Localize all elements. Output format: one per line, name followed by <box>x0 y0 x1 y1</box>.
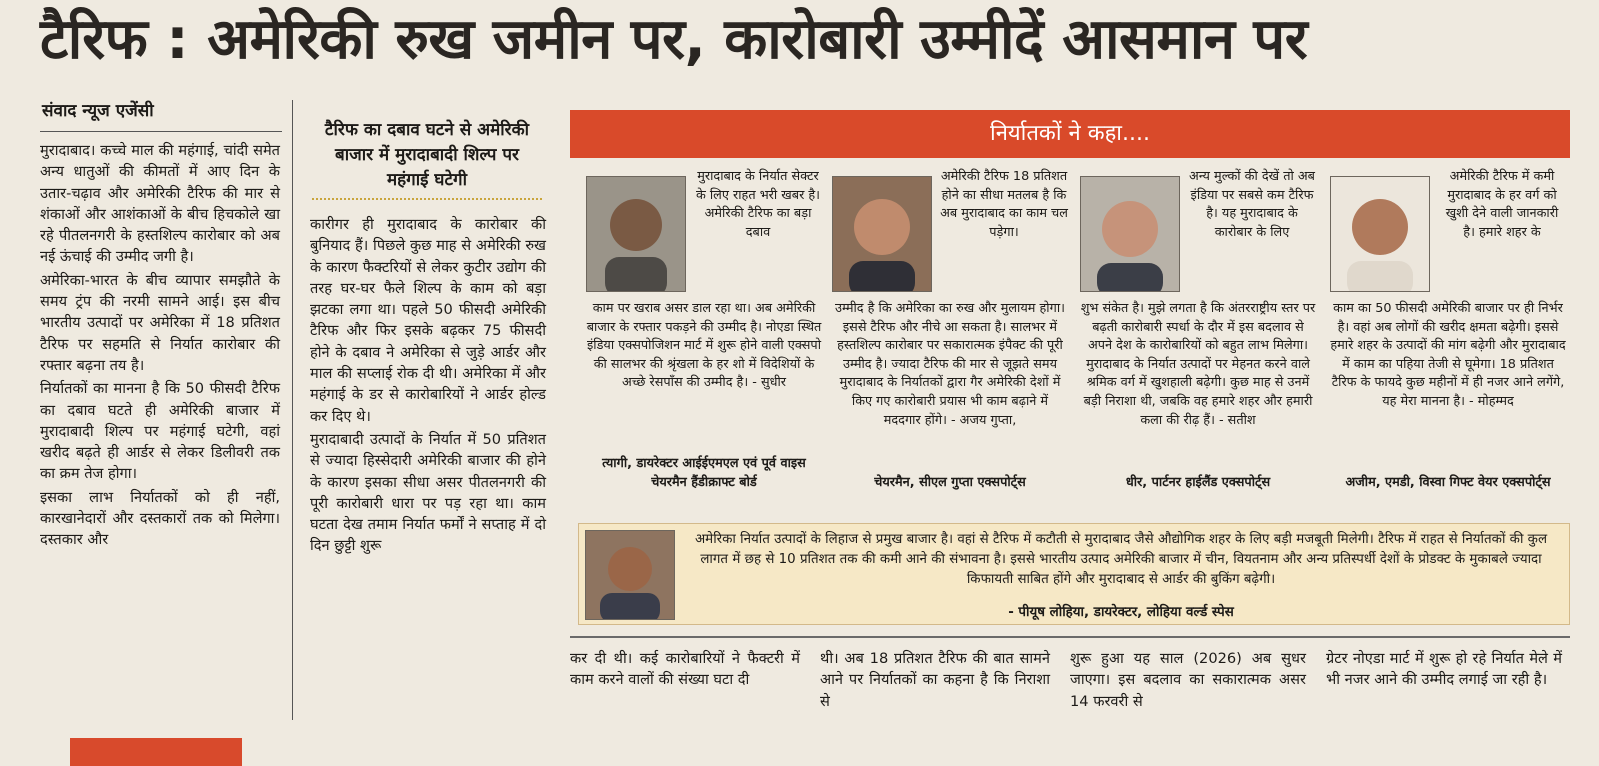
quote-3-body: शुभ संकेत है। मुझे लगता है कि अंतरराष्ट्रीय स्तर पर बढ़ती कारोबारी स्पर्धा के दौर में इस बदलाव से अपने देश के कारोबारियों को बहुत लाभ मिलेगा। मुरादाबाद के निर्यात उत्पादों पर मेहनत करने वाले श्रमिक वर्ग में खुशहाली बढ़ेगी। कुछ माह से उनमें बड़ी निराशा थी, जबकि वह हमारे शहर और हमारी कला की रीढ़ हैं। - सतीश <box>1080 301 1316 428</box>
bottom-column-4: ग्रेटर नोएडा मार्ट में शुरू हो रहे निर्यात मेले में भी नजर आने की उम्मीद लगाई जा रही है। <box>1326 650 1562 689</box>
exporter-photo-2 <box>832 176 932 292</box>
quote-4-body: काम का 50 फीसदी अमेरिकी बाजार पर ही निर्भर है। वहां अब लोगों की खरीद क्षमता बढ़ेगी। इससे हमारे शहर के उत्पादों की मांग बढ़ेगी और मुरादाबाद में काम का पहिया तेजी से घूमेगा। 18 प्रतिशत टैरिफ के फायदे कुछ महीनों में ही नजर आने लगेंगे, यह मेरा मानना है। - मोहम्मद <box>1330 301 1566 409</box>
quote-3-sign: धीर, पार्टनर हाईलैंड एक्सपोर्ट्स <box>1125 475 1271 490</box>
panel-title: निर्यातकों ने कहा.... <box>570 110 1570 158</box>
left-paragraph: निर्यातकों का मानना है कि 50 फीसदी टैरिफ का दबाव घटते ही अमेरिकी बाजार में मुरादाबादी शिल्प पर महंगाई घटेगी, वहां खरीद बढ़ते ही आर्डर से लेकर डिलीवरी तक का क्रम तेज होगा। <box>40 380 280 483</box>
middle-paragraph: कारीगर ही मुरादाबाद के कारोबार की बुनियाद हैं। पिछले कुछ माह से अमेरिकी रुख के कारण फैक्टरियों से लेकर कुटीर उद्योग की तरह घर-घर फैले शिल्प के काम को बड़ा झटका लगा था। पहले 50 फीसदी अमेरिकी टैरिफ और फिर इसके बढ़कर 75 फीसदी होने के दबाव ने अमेरिका से जुड़े आर्डर और माल की सप्लाई रोक दी थी। अमेरिका में और महंगाई के डर से कारोबारियों ने आर्डर होल्ड कर दिए थे। <box>310 216 546 425</box>
quote-1-sign: त्यागी, डायरेक्टर आईईएमएल एवं पूर्व वाइस चेयरमैन हैंडीक्राफ्ट बोर्ड <box>602 456 806 490</box>
bottom-rule <box>570 636 1570 638</box>
quote-2-sign: चेयरमैन, सीएल गुप्ता एक्सपोर्ट्स <box>874 475 1026 490</box>
subhead: टैरिफ का दबाव घटने से अमेरिकी बाजार में मुरादाबादी शिल्प पर महंगाई घटेगी <box>324 120 530 190</box>
quote-4-side: अमेरिकी टैरिफ में कमी मुरादाबाद के हर वर्ग को खुशी देने वाली जानकारी है। हमारे शहर के <box>1445 169 1559 240</box>
quote-2-side: अमेरिकी टैरिफ 18 प्रतिशत होने का सीधा मतलब है कि अब मुरादाबाद का काम चल पड़ेगा। <box>940 169 1068 240</box>
exporter-photo-1 <box>586 176 686 292</box>
highlight-quote: अमेरिका निर्यात उत्पादों के लिहाज से प्रमुख बाजार है। वहां से टैरिफ में कटौती से मुरादाबाद जैसे औद्योगिक शहर के लिए बड़ी मजबूती मिलेगी। टैरिफ में राहत से निर्यातकों की कुल लागत में छह से 10 प्रतिशत तक की कमी आने की संभावना है। इससे भारतीय उत्पाद अमेरिकी बाजार में चीन, वियतनाम और अन्य प्रतिस्पर्धी देशों के प्रोडक्ट के मुकाबले ज्यादा किफायती साबित होंगे और मुरादाबाद से आर्डर की बुकिंग बढ़ेगी। <box>694 532 1548 587</box>
bottom-column-3: शुरू हुआ यह साल (2026) अब सुधर जाएगा। इस बदलाव का सकारात्मक असर 14 फरवरी से <box>1070 650 1306 710</box>
quote-3-side: अन्य मुल्कों की देखें तो अब इंडिया पर सबसे कम टैरिफ है। यह मुरादाबाद के कारोबार के लिए <box>1189 169 1315 240</box>
left-paragraph: इसका लाभ निर्यातकों को ही नहीं, कारखानेदारों और दस्तकारों तक को मिलेगा। दस्तकार और <box>40 488 280 549</box>
bottom-column-2: थी। अब 18 प्रतिशत टैरिफ की बात सामने आने पर निर्यातकों का कहना है कि निराशा से <box>820 650 1050 710</box>
quote-2-body: उम्मीद है कि अमेरिका का रुख और मुलायम होगा। इससे टैरिफ और नीचे आ सकता है। सालभर में हस्तशिल्प कारोबार पर सकारात्मक इंपैक्ट की पूरी उम्मीद है। ज्यादा टैरिफ की मार से जूझते समय मुरादाबाद के निर्यातकों द्वारा गैर अमेरिकी देशों में किए गए कारोबारी प्रयास भी काम बढ़ाने में मददगार होंगे। - अजय गुप्ता, <box>835 301 1065 428</box>
byline: संवाद न्यूज एजेंसी <box>42 101 154 121</box>
quote-1-body: काम पर खराब असर डाल रहा था। अब अमेरिकी बाजार के रफ्तार पकड़ने की उम्मीद है। नोएडा स्थित इंडिया एक्सपोजिशन मार्ट में शुरू होने वाली एक्सपो की सालभर की श्रृंखला के हर शो में विदेशियों के अच्छे रेसपॉंस की उम्मीद है। - सुधीर <box>586 301 822 391</box>
left-paragraph: अमेरिका-भारत के बीच व्यापार समझौते के समय ट्रंप की नरमी सामने आई। इस बीच भारतीय उत्पादों पर अमेरिका में 18 प्रतिशत टैरिफ पर सहमति से निर्यात कारोबार की रफ्तार बढ़ना तय है। <box>40 271 280 374</box>
exporter-photo-3 <box>1080 176 1180 292</box>
quote-4-sign: अजीम, एमडी, विस्वा गिफ्ट वेयर एक्सपोर्ट्स <box>1345 475 1551 490</box>
middle-paragraph: मुरादाबादी उत्पादों के निर्यात में 50 प्रतिशत से ज्यादा हिस्सेदारी अमेरिकी बाजार की होने के कारण इसका सीधा असर पीतलनगरी की पूरी कारोबारी धारा पर पड़ रहा था। काम घटता देख तमाम निर्यात फर्मों ने सप्ताह में दो दिन छुट्टी शुरू <box>310 430 546 555</box>
headline: टैरिफ : अमेरिकी रुख जमीन पर, कारोबारी उम्मीदें आसमान पर <box>40 7 1308 72</box>
exporter-photo-4 <box>1330 176 1430 292</box>
exporter-photo-5 <box>585 530 675 620</box>
highlight-box <box>578 523 1570 625</box>
subhead-underline <box>312 198 542 200</box>
bottom-column-1: कर दी थी। कई कारोबारियों ने फैक्टरी में काम करने वालों की संख्या घटा दी <box>570 650 800 689</box>
middle-column <box>310 214 546 559</box>
column-divider <box>292 100 293 720</box>
left-column <box>40 140 280 553</box>
quote-1-side: मुरादाबाद के निर्यात सेक्टर के लिए राहत भरी खबर है। अमेरिकी टैरिफ का बड़ा दबाव <box>695 169 821 240</box>
footer-red-block <box>70 738 242 766</box>
highlight-sign: - पीयूष लोहिया, डायरेक्टर, लोहिया वर्ल्ड स्पेस <box>1008 605 1234 620</box>
byline-rule <box>40 131 282 132</box>
left-paragraph: मुरादाबाद। कच्चे माल की महंगाई, चांदी समेत अन्य धातुओं की कीमतों में आए दिन के उतार-चढ़ाव और अमेरिकी टैरिफ की मार से शंकाओं और आशंकाओं के बीच हिचकोले खा रहे पीतलनगरी के हस्तशिल्प कारोबार को अब नई ऊंचाई की उम्मीद जगी है। <box>40 142 280 266</box>
